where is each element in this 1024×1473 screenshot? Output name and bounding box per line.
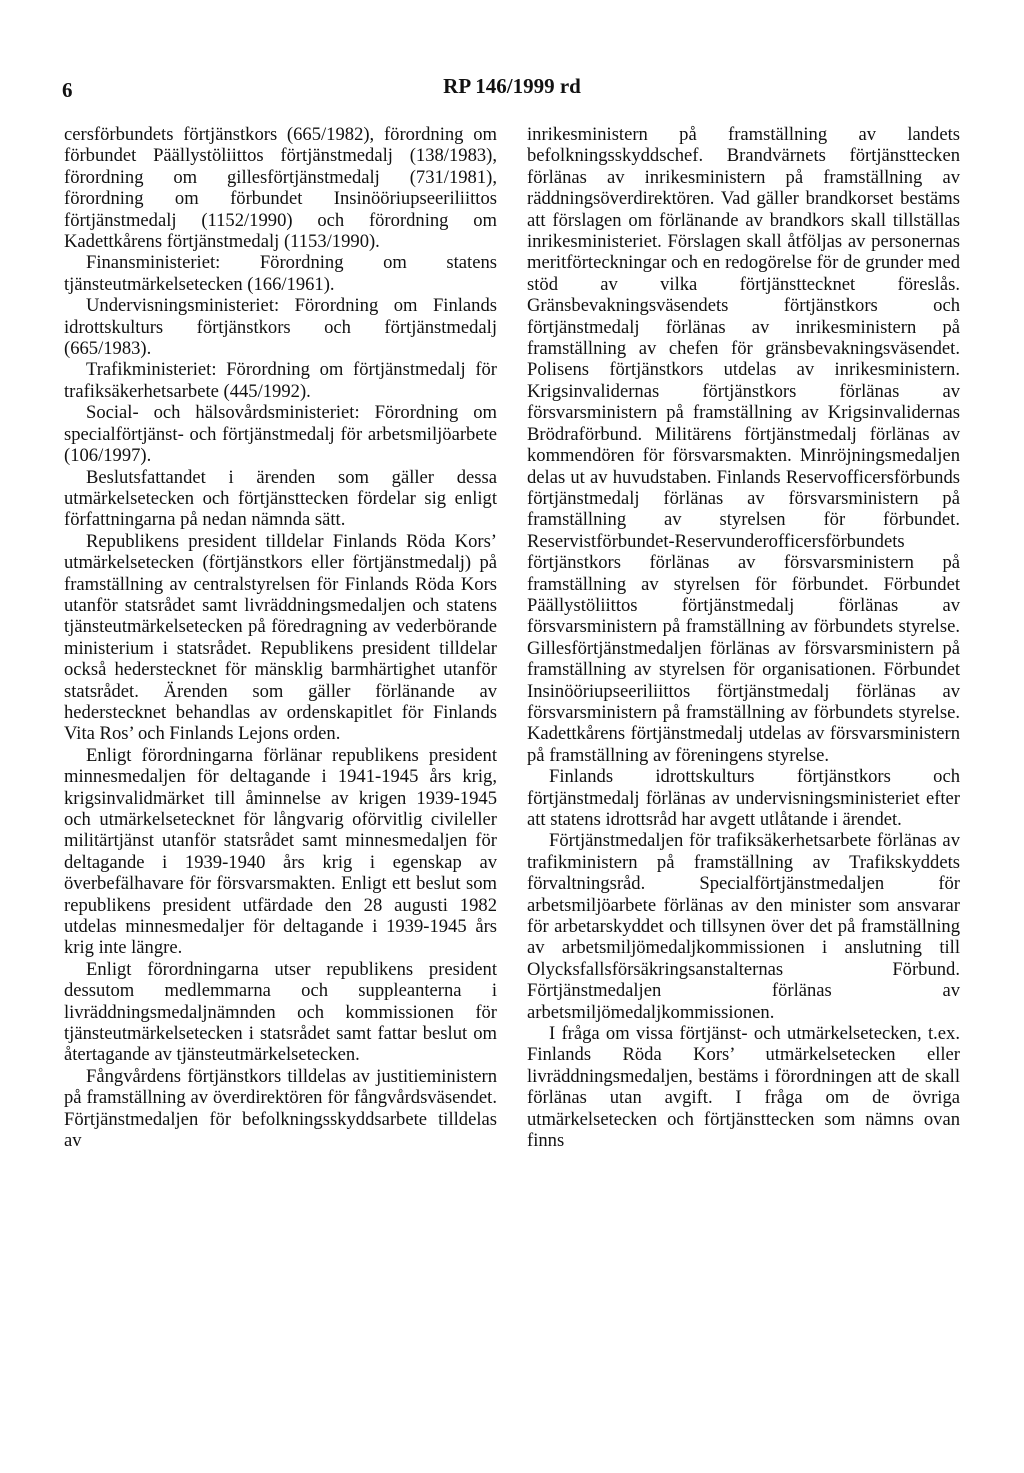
paragraph: Enligt förordningarna förlänar republikens president minnesmedaljen för deltagande i 1941-1945 års krig, krigsinvalidmärket till åminnelse av krigen 1939-1945 och utmärkelsetecknet för långvarig oförvitlig civileller militärtjänst utanför statsrådet samt minnesmedaljen för deltagande i 1939-1940 års krig i egenskap av överbefälhavare för försvarsmakten. Enligt ett beslut som republikens president utfärdade den 28 augusti 1982 utdelas minnesmedaljer för deltagande i 1939-1945 års krig inte längre. [64, 744, 497, 959]
paragraph: cersförbundets förtjänstkors (665/1982), förordning om förbundet Päällystöliittos förtjänstmedalj (138/1983), förordning om gillesförtjänstmedalj (731/1981), förordning om förbundet Insinööriupseeriliittos förtjänstmedalj (1152/1990) och förordning om Kadettkårens förtjänstmedalj (1153/1990). [64, 124, 497, 253]
document-reference: RP 146/1999 rd [443, 74, 581, 98]
paragraph: Republikens president tilldelar Finlands Röda Kors’ utmärkelsetecken (förtjänstkors eller förtjänstmedalj) på framställning av centralstyrelsen för Finlands Röda Kors utanför statsrådet samt livräddningsmedaljen och statens tjänsteutmärkelsetecken på föredragning av vederbörande ministerium i statsrådet. Republikens president tilldelar också hederstecknet för mänsklig barmhärtighet utanför statsrådet. Ärenden som gäller förlänande av hederstecknet behandlas av ordenskapitlet för Finlands Vita Ros’ och Finlands Lejons orden. [64, 530, 497, 745]
page-number: 6 [62, 78, 73, 102]
paragraph: Undervisningsministeriet: Förordning om Finlands idrottskulturs förtjänstkors och förtjänstmedalj (665/1983). [64, 295, 497, 360]
paragraph: Enligt förordningarna utser republikens president dessutom medlemmarna och suppleanterna i livräddningsmedaljnämnden och kommissionen för tjänsteutmärkelsetecken i statsrådet samt fattar beslut om återtagande av tjänsteutmärkelsetecken. [64, 958, 497, 1066]
paragraph: Förtjänstmedaljen för trafiksäkerhetsarbete förlänas av trafikministern på framställning av Trafikskyddets förvaltningsråd. Specialförtjänstmedaljen för arbetsmiljöarbete förlänas av den minister som ansvarar för arbetarskyddet och tillsynen över det på framställning av arbetsmiljömedaljkommissionen i anslutning till Olycksfallsförsäkringsanstalternas Förbund. Förtjänstmedaljen förlänas av arbetsmiljömedaljkommissionen. [527, 830, 960, 1023]
paragraph: Trafikministeriet: Förordning om förtjänstmedalj för trafiksäkerhetsarbete (445/1992). [64, 359, 497, 402]
paragraph: I fråga om vissa förtjänst- och utmärkelsetecken, t.ex. Finlands Röda Kors’ utmärkelsetecken eller livräddningsmedaljen, bestäms i förordningen att de skall förlänas utan avgift. I fråga om de övriga utmärkelsetecken och förtjänsttecken som nämns ovan finns [527, 1023, 960, 1152]
right-column [527, 124, 960, 1152]
paragraph: Social- och hälsovårdsministeriet: Förordning om specialförtjänst- och förtjänstmedalj för arbetsmiljöarbete (106/1997). [64, 402, 497, 467]
paragraph: inrikesministern på framställning av landets befolkningsskyddschef. Brandvärnets förtjänsttecken förlänas av inrikesministern på framställning av räddningsöverdirektören. Vad gäller brandkorset bestäms att förslagen om förlänande av brandkors skall tillställas inrikesministeriet. Förslagen skall åtföljas av personernas meritförteckningar och en redogörelse för de grunder med stöd av vilka förtjänsttecknet föreslås. Gränsbevakningsväsendets förtjänstkors och förtjänstmedalj förlänas av inrikesministern på framställning av chefen för gränsbevakningsväsendet. Polisens förtjänstkors utdelas av inrikesministern. Krigsinvalidernas förtjänstkors förlänas av försvarsministern på framställning av Krigsinvalidernas Brödraförbund. Militärens förtjänstmedalj förlänas av kommendören för försvarsmakten. Minröjningsmedaljen delas ut av huvudstaben. Finlands Reservofficersförbunds förtjänstmedalj förlänas av försvarsministern på framställning av styrelsen för förbundet. Reservistförbundet-Reservunderofficersförbundets förtjänstkors förlänas av försvarsministern på framställning av styrelsen för förbundet. Förbundet Päällystöliittos förtjänstmedalj förlänas av försvarsministern på framställning av förbundets styrelse. Gillesförtjänstmedaljen förlänas av försvarsministern på framställning av styrelsen för organisationen. Förbundet Insinööriupseeriliittos förtjänstmedalj förlänas av försvarsministern på framställning av förbundets styrelse. Kadettkårens förtjänstmedalj utdelas av försvarsministern på framställning av föreningens styrelse. [527, 124, 960, 766]
left-column [64, 124, 497, 1152]
paragraph: Finlands idrottskulturs förtjänstkors och förtjänstmedalj förlänas av undervisningsministeriet efter att statens idrottsråd har avgett utlåtande i ärendet. [527, 766, 960, 830]
paragraph: Finansministeriet: Förordning om statens tjänsteutmärkelsetecken (166/1961). [64, 252, 497, 295]
paragraph: Fångvårdens förtjänstkors tilldelas av justitieministern på framställning av överdirektören för fångvårdsväsendet. Förtjänstmedaljen för befolkningsskyddsarbete tilldelas av [64, 1065, 497, 1152]
paragraph: Beslutsfattandet i ärenden som gäller dessa utmärkelsetecken och förtjänsttecken fördelar sig enligt författningarna på nedan nämnda sätt. [64, 466, 497, 531]
